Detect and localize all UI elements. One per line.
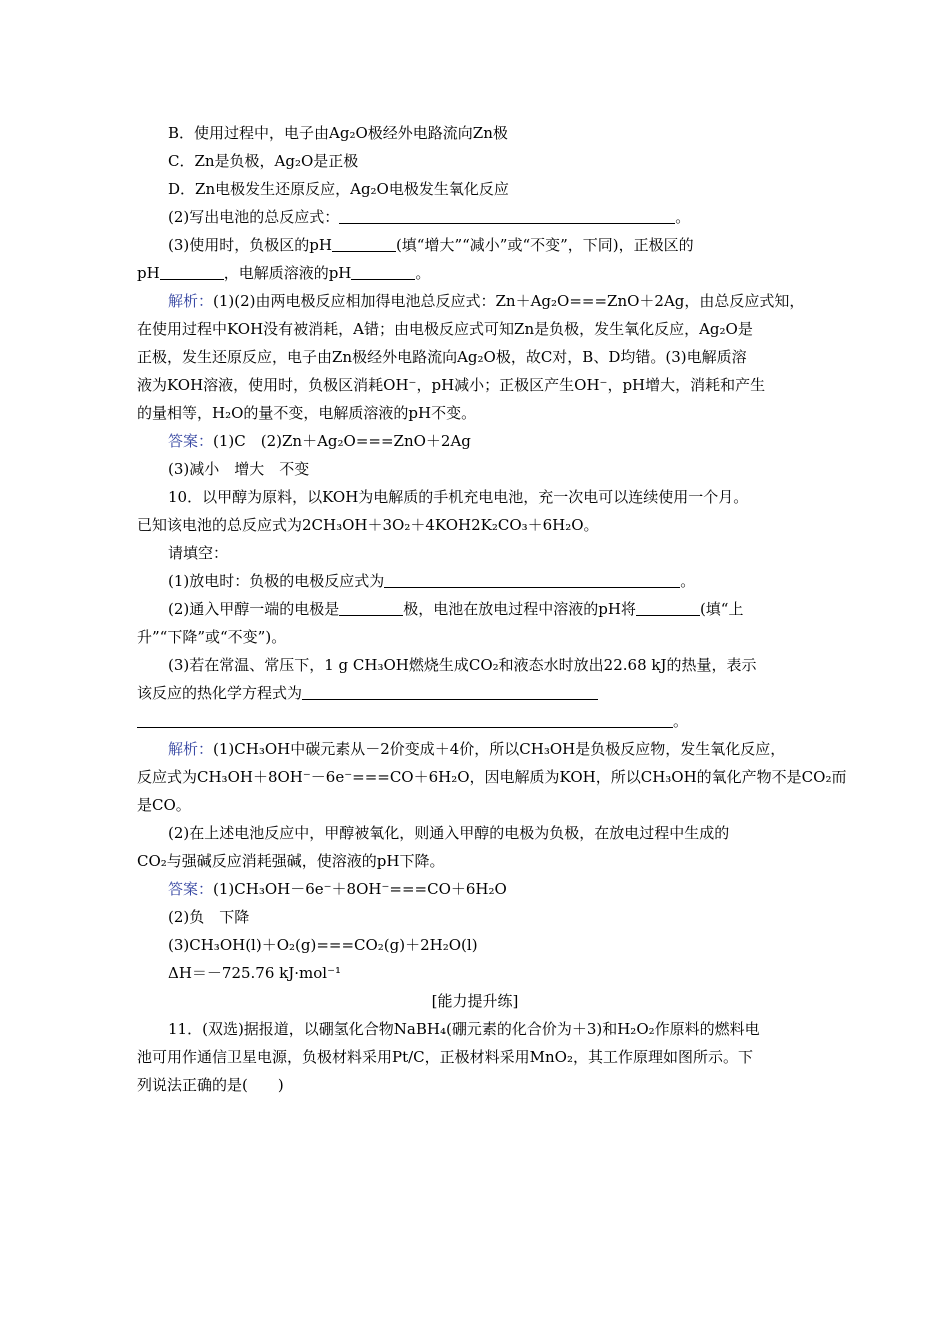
q10-analysis-line2: 反应式为CH₃OH＋8OH⁻－6e⁻===CO＋6H₂O，因电解质为KOH，所以CH₃OH的氧化产物不是CO₂而 <box>137 768 847 786</box>
answer-blank <box>351 265 415 280</box>
option-c: C．Zn是负极，Ag₂O是正极 <box>168 152 359 170</box>
q10-answer-line2: (2)负 下降 <box>168 908 250 926</box>
q10-subquestion-2-line1: (2)通入甲醇一端的电极是 极，电池在放电过程中溶液的pH将 (填“上 <box>168 600 744 618</box>
q10-fill-prompt: 请填空： <box>168 544 229 562</box>
q9-answer-line2: (3)减小 增大 不变 <box>168 460 310 478</box>
answer-blank <box>302 685 598 700</box>
q10-analysis-line5: CO₂与强碱反应消耗强碱，使溶液的pH下降。 <box>137 852 445 870</box>
q10-subquestion-3-line1: (3)若在常温、常压下，1 g CH₃OH燃烧生成CO₂和液态水时放出22.68 kJ的热量，表示 <box>168 656 757 674</box>
answer-blank <box>137 713 673 728</box>
answer-blank <box>160 265 224 280</box>
q10-analysis-line3: 是CO。 <box>137 796 191 814</box>
answer-blank <box>636 601 700 616</box>
option-b: B．使用过程中，电子由Ag₂O极经外电路流向Zn极 <box>168 124 508 142</box>
q9-subquestion-3-line1: (3)使用时，负极区的pH (填“增大”“减小”或“不变”，下同)，正极区的 <box>168 236 694 254</box>
q9-analysis-line5: 的量相等，H₂O的量不变，电解质溶液的pH不变。 <box>137 404 477 422</box>
q9-analysis-line1: 解析：(1)(2)由两电极反应相加得电池总反应式：Zn＋Ag₂O===ZnO＋2Ag，由总反应式知， <box>168 292 805 310</box>
q11-stem-line3: 列说法正确的是( ) <box>137 1076 284 1094</box>
answer-blank <box>384 573 680 588</box>
answer-blank <box>332 237 396 252</box>
q10-answer-line3: (3)CH₃OH(l)＋O₂(g)===CO₂(g)＋2H₂O(l) <box>168 936 478 954</box>
q9-analysis-line2: 在使用过程中KOH没有被消耗，A错；由电极反应式可知Zn是负极，发生氧化反应，Ag₂O是 <box>137 320 753 338</box>
answer-label: 答案： <box>168 432 214 450</box>
q9-analysis-line3: 正极，发生还原反应，电子由Zn极经外电路流向Ag₂O极，故C对，B、D均错。(3)电解质溶 <box>137 348 747 366</box>
answer-blank <box>339 209 675 224</box>
q10-analysis-line1: 解析：(1)CH₃OH中碳元素从－2价变成＋4价，所以CH₃OH是负极反应物，发生氧化反应， <box>168 740 786 758</box>
q10-subquestion-1: (1)放电时：负极的电极反应式为 。 <box>168 572 696 590</box>
q10-stem-line2: 已知该电池的总反应式为2CH₃OH＋3O₂＋4KOH2K₂CO₃＋6H₂O。 <box>137 516 599 534</box>
q11-stem-line1: 11．(双选)据报道，以硼氢化合物NaBH₄(硼元素的化合价为＋3)和H₂O₂作原料的燃料电 <box>168 1020 760 1038</box>
option-d: D．Zn电极发生还原反应，Ag₂O电极发生氧化反应 <box>168 180 509 198</box>
q9-subquestion-2: (2)写出电池的总反应式： 。 <box>168 208 691 226</box>
answer-label: 答案： <box>168 880 214 898</box>
section-title: [能力提升练] <box>431 992 519 1010</box>
answer-blank <box>339 601 403 616</box>
q10-subquestion-3-line2: 该反应的热化学方程式为 <box>137 683 598 703</box>
q10-subquestion-3-line3: 。 <box>137 711 688 731</box>
q9-subquestion-3-line2: pH ，电解质溶液的pH 。 <box>137 264 431 282</box>
q10-subquestion-2-line2: 升”“下降”或“不变”)。 <box>137 628 287 646</box>
q9-analysis-line4: 液为KOH溶液，使用时，负极区消耗OH⁻，pH减小；正极区产生OH⁻，pH增大，消耗和产生 <box>137 376 766 394</box>
analysis-label: 解析： <box>168 292 214 310</box>
q9-answer-line1: 答案：(1)C (2)Zn＋Ag₂O===ZnO＋2Ag <box>168 432 471 450</box>
q10-stem-line1: 10．以甲醇为原料，以KOH为电解质的手机充电电池，充一次电可以连续使用一个月。 <box>168 488 749 506</box>
q10-answer-line4: ΔH＝－725.76 kJ·mol⁻¹ <box>168 964 342 982</box>
analysis-label: 解析： <box>168 740 214 758</box>
q11-stem-line2: 池可用作通信卫星电源，负极材料采用Pt/C，正极材料采用MnO₂，其工作原理如图所示。下 <box>137 1048 753 1066</box>
q10-answer-line1: 答案：(1)CH₃OH－6e⁻＋8OH⁻===CO＋6H₂O <box>168 880 507 898</box>
q10-analysis-line4: (2)在上述电池反应中，甲醇被氧化，则通入甲醇的电极为负极，在放电过程中生成的 <box>168 824 730 842</box>
